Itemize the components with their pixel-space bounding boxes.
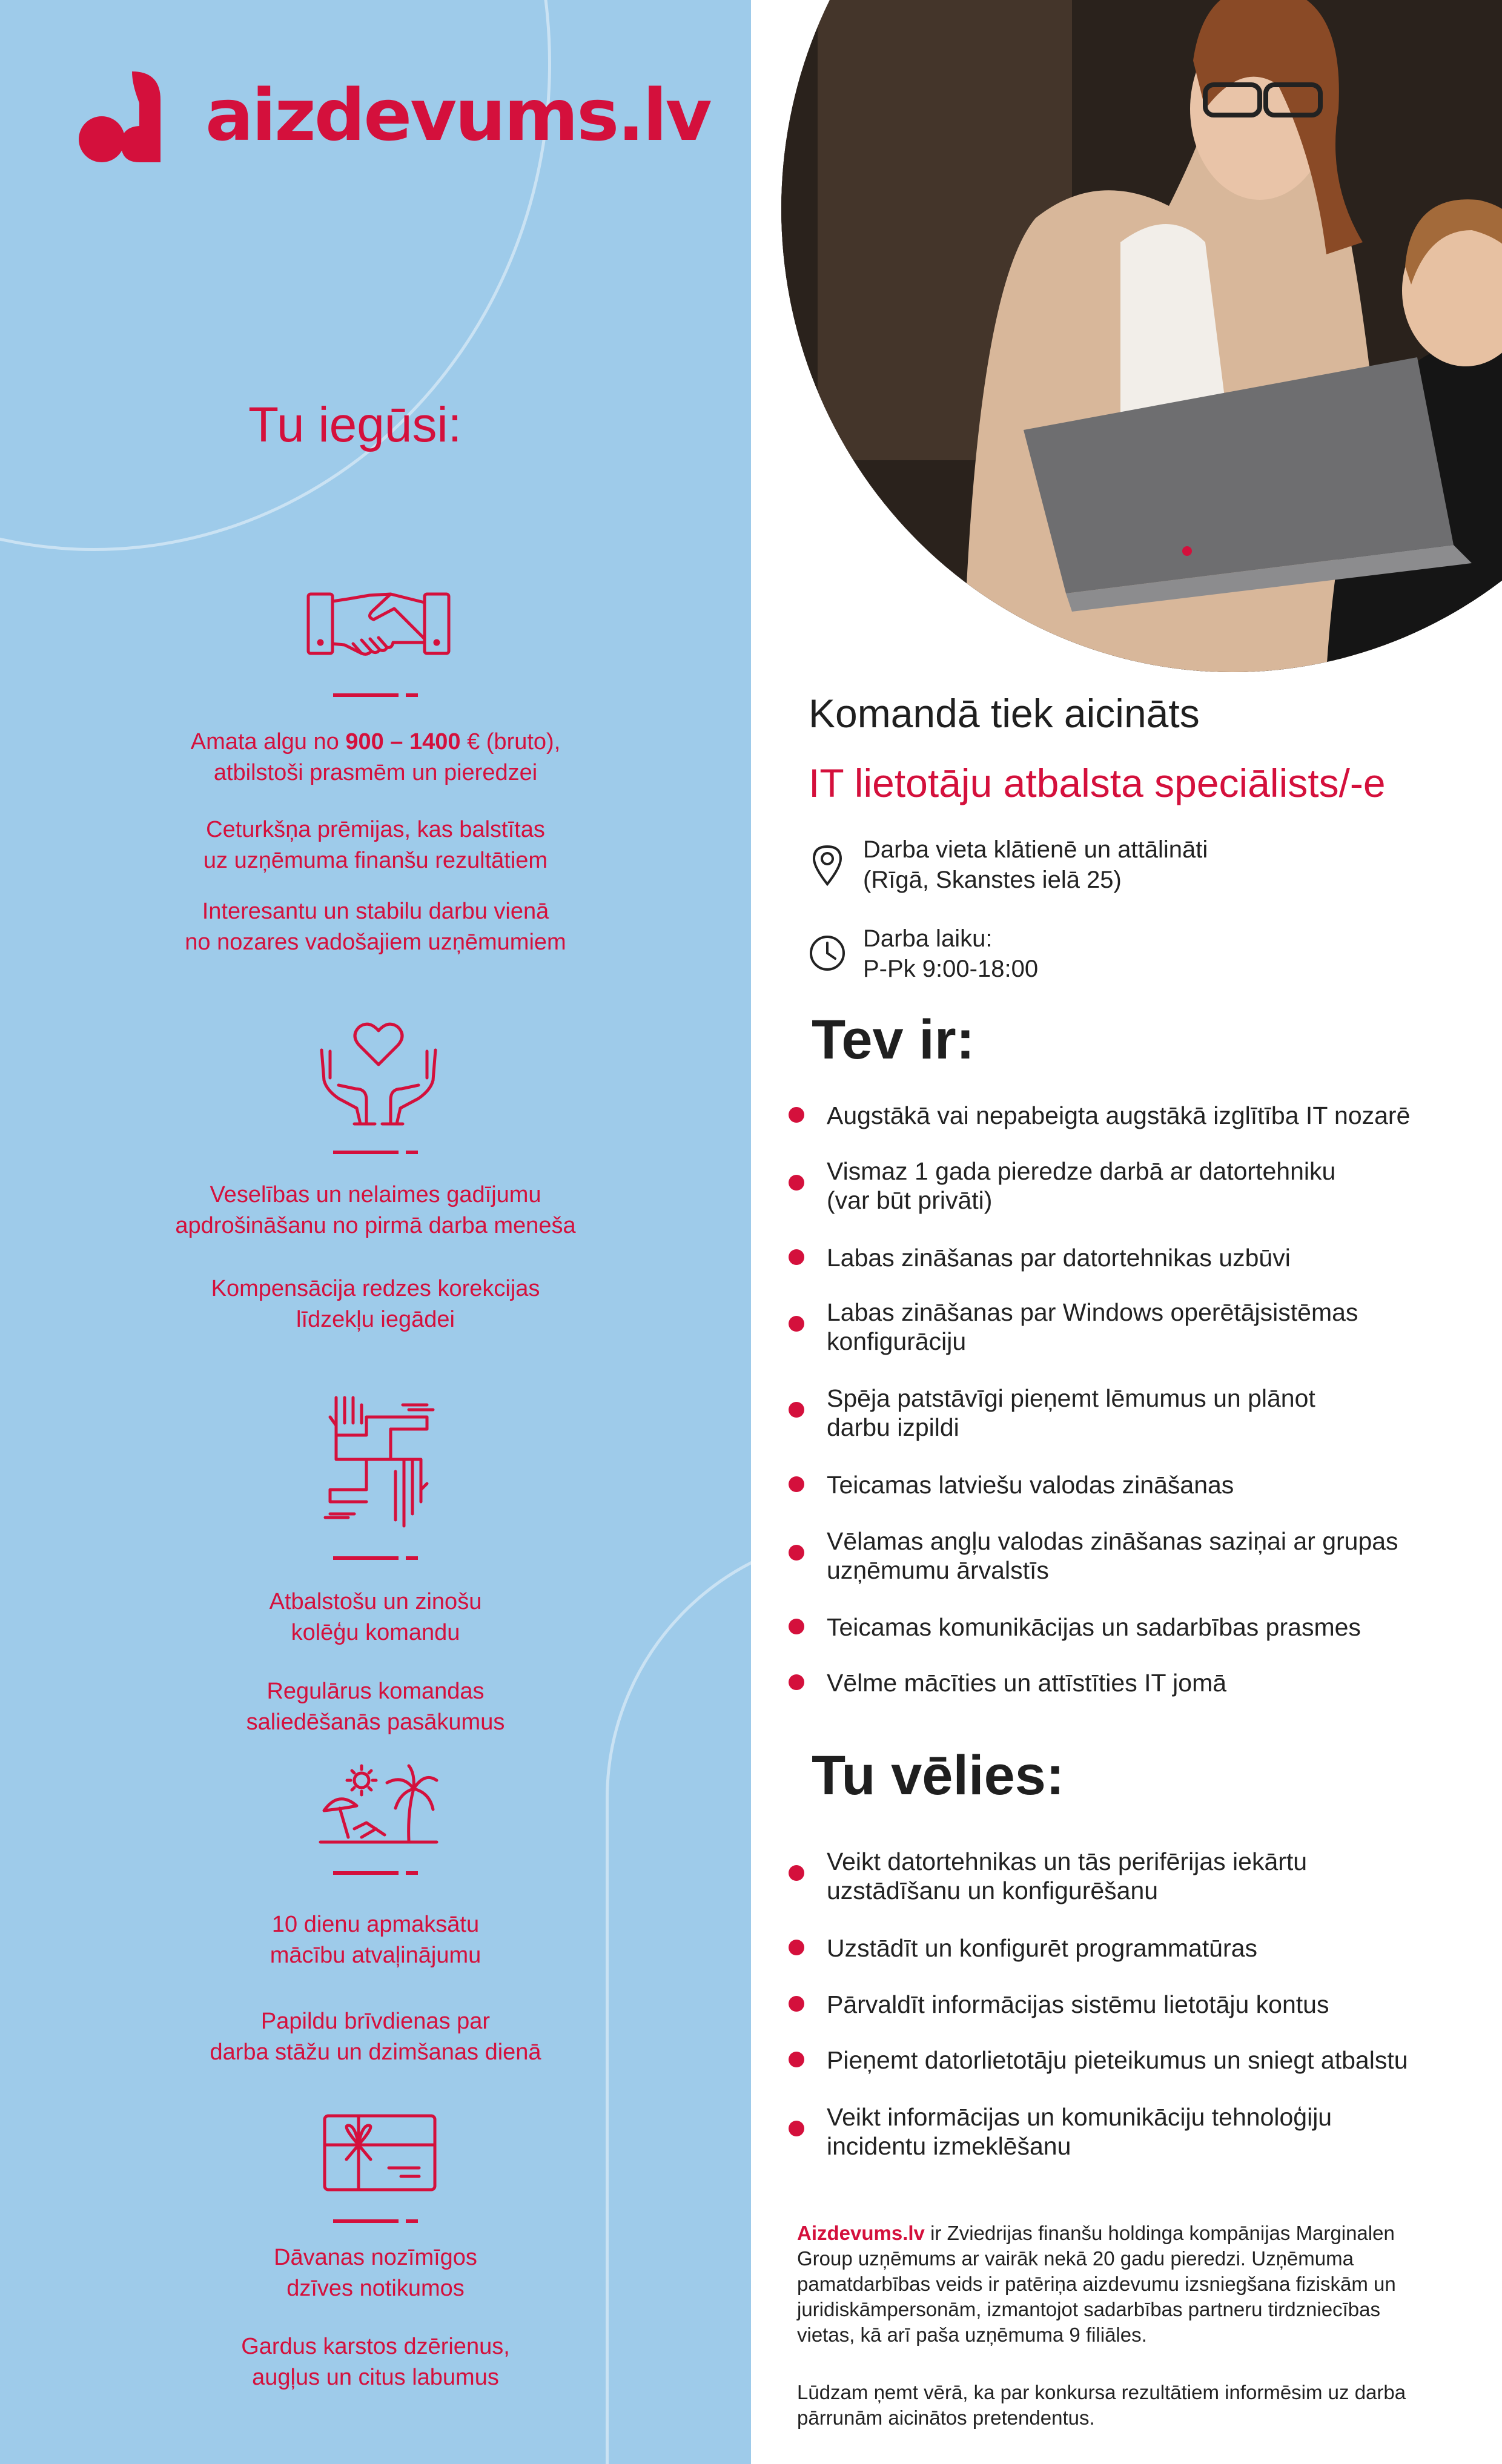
team-heading: Komandā tiek aicināts xyxy=(809,691,1200,736)
benefit-extra-days: Papildu brīvdienas par darba stāžu un dzimšanas dienā xyxy=(210,2009,541,2065)
benefit-stable-work: Interesantu un stabilu darbu vienā no nozares vadošajiem uzņēmumiem xyxy=(185,899,566,955)
bullet-icon xyxy=(789,1402,804,1418)
photo-illustration xyxy=(781,0,1502,672)
divider xyxy=(333,1151,418,1154)
requirements-title: Tev ir: xyxy=(812,1009,975,1071)
bullet-icon xyxy=(789,1940,804,1955)
bullet-icon xyxy=(789,1107,804,1123)
bullet-icon xyxy=(789,1545,804,1561)
benefit-salary: Amata algu no 900 – 1400 € (bruto), atbilstoši prasmēm un pieredzei xyxy=(190,729,561,785)
bullet-icon xyxy=(789,2052,804,2067)
requirement-item: Teicamas komunikācijas un sadarbības prasmes xyxy=(827,1613,1361,1641)
divider xyxy=(333,693,418,697)
bullet-icon xyxy=(789,1674,804,1690)
position-title: IT lietotāju atbalsta speciālists/-e xyxy=(809,761,1386,805)
work-location: Darba vieta klātienē un attālināti (Rīgā, Skanstes ielā 25) xyxy=(863,836,1208,893)
duty-item: Veikt informācijas un komunikāciju tehnoloģiju incidentu izmeklēšanu xyxy=(827,2103,1332,2160)
bullet-icon xyxy=(789,1249,804,1265)
brand-mark-icon xyxy=(79,67,185,163)
benefit-bonus: Ceturkšņa prēmijas, kas balstītas uz uzņēmuma finanšu rezultātiem xyxy=(203,817,548,873)
divider xyxy=(333,2219,418,2223)
work-hours: Darba laiku: P-Pk 9:00-18:00 xyxy=(863,925,1039,982)
handshake-icon xyxy=(306,590,451,657)
bullet-icon xyxy=(789,1996,804,2012)
duties-title: Tu vēlies: xyxy=(812,1745,1065,1806)
heart-hands-icon xyxy=(318,1017,439,1126)
gift-card-icon xyxy=(322,2113,437,2192)
bullet-icon xyxy=(789,1316,804,1332)
divider xyxy=(333,1556,418,1560)
benefit-insurance: Veselības un nelaimes gadījumu apdrošināšanu no pirmā darba meneša xyxy=(175,1182,576,1238)
requirement-item: Vismaz 1 gada pieredze darbā ar datortehniku (var būt privāti) xyxy=(827,1157,1336,1214)
duty-item: Pārvaldīt informācijas sistēmu lietotāju kontus xyxy=(827,1990,1329,2018)
requirement-item: Spēja patstāvīgi pieņemt lēmumus un plānot darbu izpildi xyxy=(827,1384,1315,1441)
team-hands-icon xyxy=(318,1393,439,1532)
bullet-icon xyxy=(789,1619,804,1634)
bullet-icon xyxy=(789,1476,804,1492)
bullet-icon xyxy=(789,2121,804,2136)
location-pin-icon xyxy=(810,843,844,887)
hero-photo xyxy=(781,0,1502,672)
benefit-team: Atbalstošu un zinošu kolēģu komandu xyxy=(269,1589,482,1645)
requirement-item: Vēlamas angļu valodas zināšanas saziņai ar grupas uzņēmumu ārvalstīs xyxy=(827,1527,1398,1584)
requirement-item: Teicamas latviešu valodas zināšanas xyxy=(827,1471,1234,1499)
brand-name: aizdevums.lv xyxy=(205,73,710,157)
duty-item: Uzstādīt un konfigurēt programmatūras xyxy=(827,1934,1257,1962)
company-about: Aizdevums.lv ir Zviedrijas finanšu holdinga kompānijas Marginalen Group uzņēmums ar vairāk nekā 20 gadu pieredzi. Uzņēmuma pamatdarbības veids ir patēriņa aizdevumu izsniegšana fiziskām un juridiskāmpersonām, izmantojot sadarbības partneru tirdzniecības vietas, kā arī paša uzņēmuma 9 filiāles. xyxy=(797,2222,1396,2346)
decorative-arc xyxy=(606,1532,751,2464)
clock-icon xyxy=(809,934,846,972)
benefit-vision: Kompensācija redzes korekcijas līdzekļu iegādei xyxy=(211,1276,540,1332)
benefits-title: Tu iegūsi: xyxy=(248,397,462,452)
bullet-icon xyxy=(789,1175,804,1191)
duty-item: Pieņemt datorlietotāju pieteikumus un sniegt atbalstu xyxy=(827,2046,1408,2074)
contact-note: Lūdzam ņemt vērā, ka par konkursa rezultātiem informēsim uz darba pārrunām aicinātos pretendentus. xyxy=(797,2381,1406,2429)
divider xyxy=(333,1871,418,1875)
benefit-gifts: Dāvanas nozīmīgos dzīves notikumos xyxy=(274,2245,477,2301)
beach-icon xyxy=(318,1762,439,1847)
duty-item: Veikt datortehnikas un tās perifērijas iekārtu uzstādīšanu un konfigurēšanu xyxy=(827,1848,1308,1904)
benefit-study-leave: 10 dienu apmaksātu mācību atvaļinājumu xyxy=(270,1912,481,1968)
benefit-drinks-fruit: Gardus karstos dzērienus, augļus un citus labumus xyxy=(241,2334,510,2390)
brand-logo[interactable] xyxy=(79,67,710,163)
requirement-item: Vēlme mācīties un attīstīties IT jomā xyxy=(827,1669,1227,1697)
benefit-team-events: Regulārus komandas saliedēšanās pasākumus xyxy=(246,1679,505,1735)
requirement-item: Labas zināšanas par Windows operētājsistēmas konfigurāciju xyxy=(827,1298,1358,1355)
requirement-item: Augstākā vai nepabeigta augstākā izglītība IT nozarē xyxy=(827,1102,1411,1129)
requirement-item: Labas zināšanas par datortehnikas uzbūvi xyxy=(827,1244,1291,1272)
bullet-icon xyxy=(789,1865,804,1881)
